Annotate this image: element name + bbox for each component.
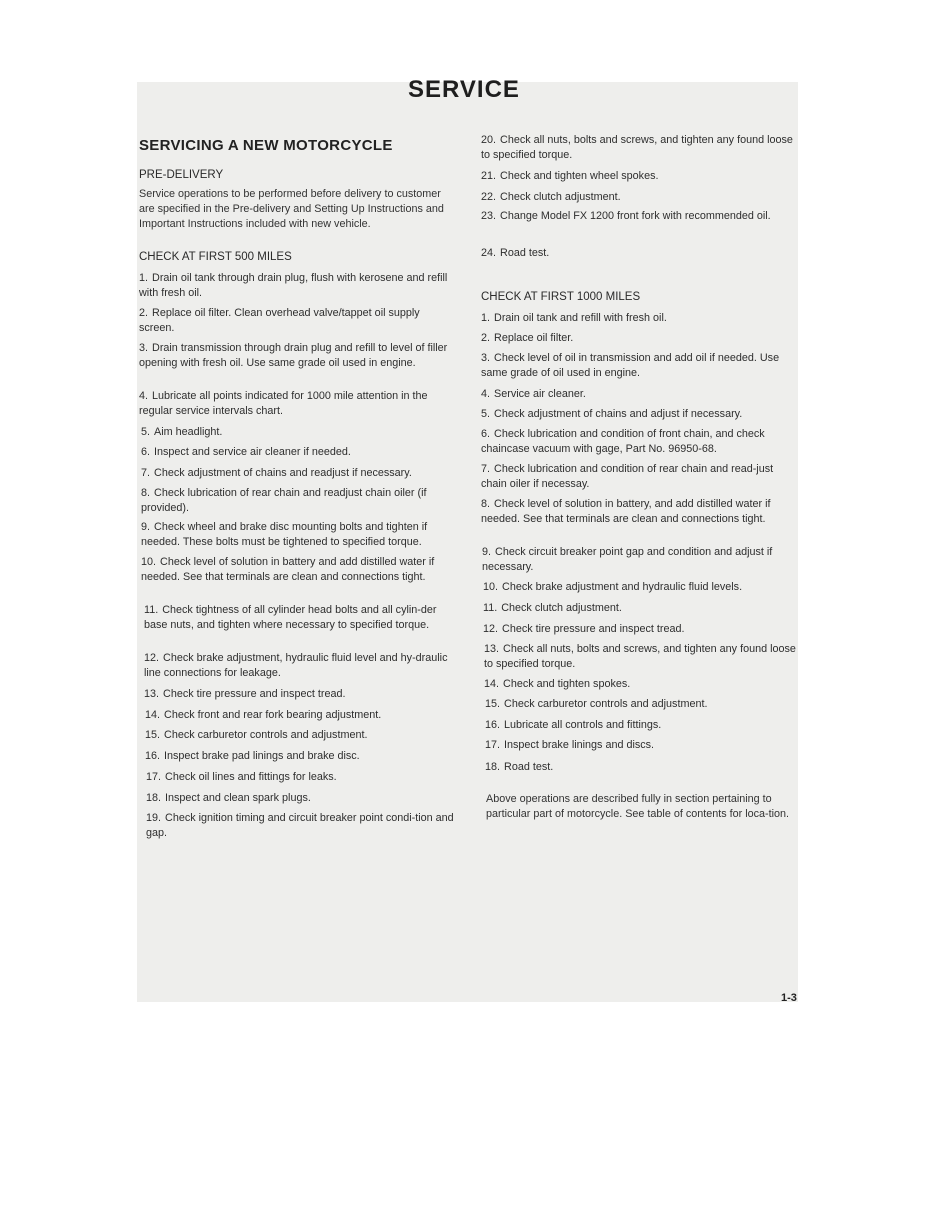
list-item xyxy=(481,462,793,492)
item-text: Aim headlight. xyxy=(154,426,223,438)
list-item xyxy=(141,486,453,516)
item-number: 17. xyxy=(146,771,162,783)
item-number: 5. xyxy=(141,426,151,438)
page-title: SERVICE xyxy=(408,76,520,103)
item-number: 16. xyxy=(145,750,161,762)
item-text: Check lubrication and condition of rear chain and read-just chain oiler if necessay. xyxy=(481,463,774,490)
item-text: Change Model FX 1200 front fork with recommended oil. xyxy=(500,210,771,222)
list-item xyxy=(484,677,798,692)
list-item xyxy=(484,642,798,672)
list-item xyxy=(481,387,793,402)
item-text: Check tire pressure and inspect tread. xyxy=(502,623,685,635)
list-item xyxy=(481,133,793,163)
item-number: 8. xyxy=(141,487,151,499)
list-item xyxy=(139,271,451,301)
item-text: Check and tighten wheel spokes. xyxy=(500,170,659,182)
item-number: 13. xyxy=(484,643,500,655)
list-item xyxy=(145,749,455,764)
list-item xyxy=(139,389,451,419)
item-number: 2. xyxy=(481,332,491,344)
item-number: 18. xyxy=(146,792,162,804)
item-number: 3. xyxy=(139,342,149,354)
item-text: Check oil lines and fittings for leaks. xyxy=(165,771,337,783)
list-item xyxy=(141,555,453,585)
item-text: Check ignition timing and circuit breaker point condi-tion and gap. xyxy=(146,812,454,839)
item-number: 6. xyxy=(481,428,491,440)
list-item xyxy=(139,306,451,336)
item-text: Replace oil filter. xyxy=(494,332,574,344)
list-item xyxy=(481,427,795,457)
list-item xyxy=(485,718,797,733)
list-item xyxy=(481,169,793,184)
list-item xyxy=(481,190,793,205)
item-text: Lubricate all points indicated for 1000 mile attention in the regular service intervals chart. xyxy=(139,390,428,417)
item-text: Inspect brake linings and discs. xyxy=(504,739,655,751)
item-text: Drain oil tank through drain plug, flush with kerosene and refill with fresh oil. xyxy=(139,272,448,299)
list-item xyxy=(481,311,793,326)
item-number: 1. xyxy=(481,312,491,324)
predelivery-subhead: PRE-DELIVERY xyxy=(139,169,224,181)
list-item xyxy=(144,687,454,702)
list-item xyxy=(141,445,453,460)
item-number: 14. xyxy=(484,678,500,690)
item-number: 10. xyxy=(141,556,157,568)
item-text: Check front and rear fork bearing adjustment. xyxy=(164,709,382,721)
item-number: 14. xyxy=(145,709,161,721)
list-item xyxy=(145,728,455,743)
item-number: 15. xyxy=(485,698,501,710)
list-item xyxy=(146,791,456,806)
item-text: Inspect and service air cleaner if needed. xyxy=(154,446,351,458)
list-item xyxy=(485,760,797,775)
item-number: 7. xyxy=(481,463,491,475)
item-number: 6. xyxy=(141,446,151,458)
list-item xyxy=(481,497,795,527)
list-item xyxy=(146,770,456,785)
item-text: Check level of solution in battery and add distilled water if needed. See that terminals are clean and connections tight. xyxy=(141,556,435,583)
list-item xyxy=(145,708,455,723)
item-number: 3. xyxy=(481,352,491,364)
item-number: 21. xyxy=(481,170,497,182)
item-number: 19. xyxy=(146,812,162,824)
list-item xyxy=(146,811,456,841)
item-text: Check lubrication of rear chain and readjust chain oiler (if provided). xyxy=(141,487,427,514)
item-number: 12. xyxy=(144,652,160,664)
item-text: Check tire pressure and inspect tread. xyxy=(163,688,346,700)
item-number: 18. xyxy=(485,761,501,773)
list-item xyxy=(481,331,793,346)
item-number: 12. xyxy=(483,623,499,635)
item-number: 11. xyxy=(483,602,498,614)
item-text: Inspect and clean spark plugs. xyxy=(165,792,311,804)
item-number: 13. xyxy=(144,688,160,700)
list-item xyxy=(141,466,453,481)
item-number: 22. xyxy=(481,191,497,203)
item-text: Check level of oil in transmission and add oil if needed. Use same grade of oil used in engine. xyxy=(481,352,780,379)
item-text: Road test. xyxy=(504,761,554,773)
item-number: 4. xyxy=(139,390,149,402)
item-number: 15. xyxy=(145,729,161,741)
item-number: 23. xyxy=(481,210,497,222)
item-text: Check carburetor controls and adjustment. xyxy=(504,698,708,710)
item-number: 17. xyxy=(485,739,501,751)
list-item xyxy=(481,209,793,224)
item-number: 4. xyxy=(481,388,491,400)
item-text: Road test. xyxy=(500,247,550,259)
item-text: Check clutch adjustment. xyxy=(501,602,622,614)
item-text: Check circuit breaker point gap and condition and adjust if necessary. xyxy=(482,546,773,573)
check500-subhead: CHECK AT FIRST 500 MILES xyxy=(139,251,292,263)
item-text: Check adjustment of chains and readjust if necessary. xyxy=(154,467,412,479)
item-text: Drain transmission through drain plug and refill to level of filler opening with fresh oil. Use same grade oil used in engine. xyxy=(139,342,448,369)
list-item xyxy=(144,651,454,681)
item-text: Check carburetor controls and adjustment. xyxy=(164,729,368,741)
item-text: Check brake adjustment, hydraulic fluid level and hy-draulic line connections for leakage. xyxy=(144,652,448,679)
section-heading: SERVICING A NEW MOTORCYCLE xyxy=(139,137,393,154)
item-number: 5. xyxy=(481,408,491,420)
page-number: 1-3 xyxy=(781,992,797,1004)
item-number: 8. xyxy=(481,498,491,510)
item-number: 9. xyxy=(141,521,151,533)
item-number: 1. xyxy=(139,272,149,284)
item-number: 7. xyxy=(141,467,151,479)
item-text: Check clutch adjustment. xyxy=(500,191,621,203)
list-item xyxy=(141,520,453,550)
item-text: Check wheel and brake disc mounting bolts and tighten if needed. These bolts must be tightened to specified torque. xyxy=(141,521,428,548)
item-number: 2. xyxy=(139,307,149,319)
item-text: Drain oil tank and refill with fresh oil. xyxy=(494,312,667,324)
item-text: Check level of solution in battery, and add distilled water if needed. See that terminals are clean and connections tight. xyxy=(481,498,771,525)
item-number: 20. xyxy=(481,134,497,146)
item-number: 10. xyxy=(483,581,499,593)
item-text: Inspect brake pad linings and brake disc. xyxy=(164,750,360,762)
list-item xyxy=(482,545,796,575)
list-item xyxy=(139,341,451,371)
list-item xyxy=(485,697,797,712)
item-text: Check adjustment of chains and adjust if necessary. xyxy=(494,408,743,420)
item-number: 16. xyxy=(485,719,501,731)
list-item xyxy=(144,603,454,633)
item-text: Replace oil filter. Clean overhead valve/tappet oil supply screen. xyxy=(139,307,420,334)
item-number: 9. xyxy=(482,546,492,558)
list-item xyxy=(483,622,797,637)
item-text: Check all nuts, bolts and screws, and tighten any found loose to specified torque. xyxy=(481,134,793,161)
item-text: Check brake adjustment and hydraulic fluid levels. xyxy=(502,581,743,593)
item-number: 24. xyxy=(481,247,497,259)
item-text: Lubricate all controls and fittings. xyxy=(504,719,662,731)
item-number: 11. xyxy=(144,604,159,616)
predelivery-text: Service operations to be performed before delivery to customer are specified in the Pre-delivery and Setting Up Instructions and Important Instructions included with new vehicle. xyxy=(139,188,444,230)
item-text: Check tightness of all cylinder head bolts and all cylin-der base nuts, and tighten where necessary to specified torque. xyxy=(144,604,437,631)
item-text: Check all nuts, bolts and screws, and tighten any found loose to specified torque. xyxy=(484,643,796,670)
item-text: Check lubrication and condition of front chain, and check chaincase vacuum with gage, Part No. 96950-68. xyxy=(481,428,765,455)
list-item xyxy=(481,407,793,422)
list-item xyxy=(481,351,793,381)
list-item xyxy=(485,738,797,753)
item-text: Check and tighten spokes. xyxy=(503,678,631,690)
item-text: Service air cleaner. xyxy=(494,388,586,400)
list-item xyxy=(483,601,797,616)
list-item xyxy=(481,246,793,261)
list-item xyxy=(483,580,797,595)
check1000-subhead: CHECK AT FIRST 1000 MILES xyxy=(481,291,641,303)
closing-note: Above operations are described fully in section pertaining to particular part of motorcycle. See table of contents for loca-tion. xyxy=(486,793,790,820)
list-item xyxy=(141,425,453,440)
